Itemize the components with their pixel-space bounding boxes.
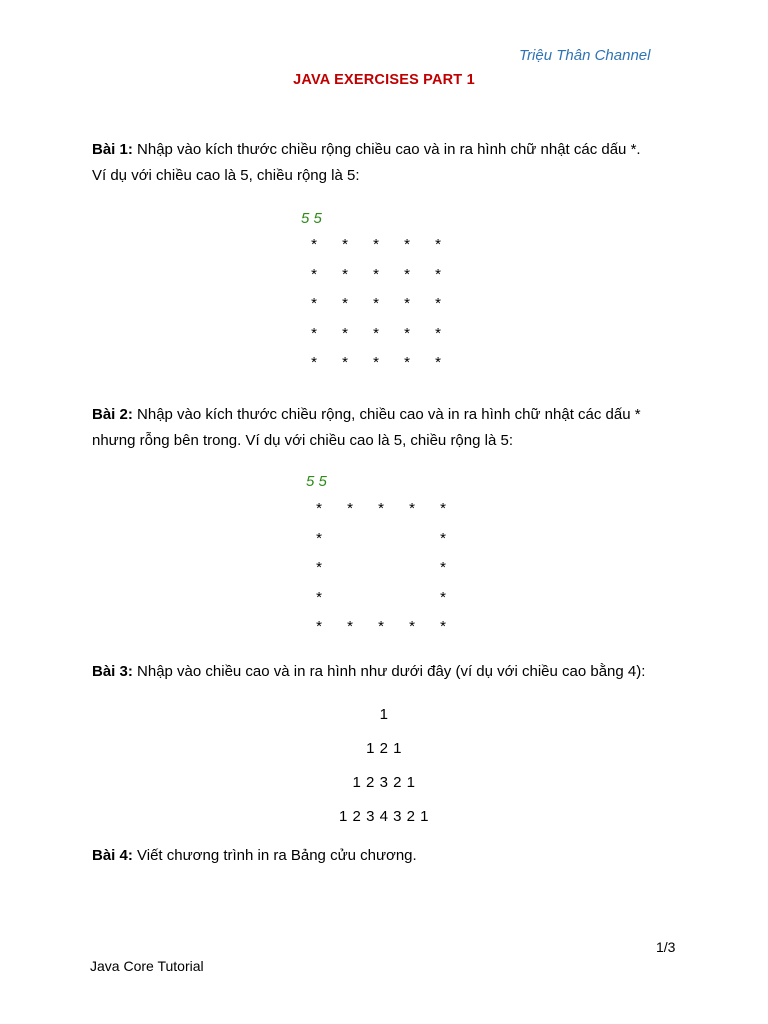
star-cell: * — [404, 265, 410, 283]
exercise-1-line1: Nhập vào kích thước chiều rộng chiều cao và in ra hình chữ nhật các dấu *. — [132, 141, 641, 158]
star-cell: * — [316, 500, 322, 517]
star-cell: * — [435, 354, 441, 371]
star-cell: * — [435, 265, 441, 283]
star-cell: * — [404, 236, 410, 253]
star-cell: * — [316, 618, 322, 635]
pyramid-row: 1 2 3 2 1 — [352, 774, 416, 791]
star-cell: * — [342, 295, 348, 312]
star-cell: * — [440, 529, 446, 547]
star-cell: * — [373, 324, 379, 342]
exercise-2-line2: nhưng rỗng bên trong. Ví dụ với chiều cao là 5, chiều rộng là 5: — [92, 432, 513, 449]
star-cell: * — [316, 529, 322, 547]
exercise-2-text — [92, 405, 641, 451]
exercise-1-star-grid — [308, 236, 458, 376]
page-title: JAVA EXERCISES PART 1 — [293, 72, 475, 88]
exercise-4-line1: Viết chương trình in ra Bảng cửu chương. — [132, 847, 417, 864]
exercise-1-label: Bài 1: — [92, 141, 133, 158]
exercise-3-line1: Nhập vào chiều cao và in ra hình như dưới đây (ví dụ với chiều cao bằng 4): — [132, 663, 646, 680]
exercise-3-text — [92, 662, 645, 682]
exercise-2-hollow-grid — [313, 500, 463, 640]
star-cell: * — [342, 265, 348, 283]
star-cell: * — [342, 236, 348, 253]
star-cell: * — [440, 588, 446, 606]
star-cell: * — [342, 324, 348, 342]
exercise-1-input: 5 5 — [301, 210, 322, 227]
exercise-2-line1: Nhập vào kích thước chiều rộng, chiều cao và in ra hình chữ nhật các dấu * — [132, 406, 641, 423]
star-cell: * — [311, 236, 317, 253]
star-cell: * — [404, 324, 410, 342]
footer-title: Java Core Tutorial — [90, 958, 204, 974]
star-cell: * — [440, 618, 446, 635]
star-cell: * — [347, 618, 353, 635]
exercise-2-label: Bài 2: — [92, 406, 133, 423]
pyramid-row: 1 2 3 4 3 2 1 — [339, 808, 429, 825]
exercise-2-input: 5 5 — [306, 473, 327, 490]
exercise-4-label: Bài 4: — [92, 847, 133, 864]
star-cell: * — [404, 295, 410, 312]
channel-name: Triệu Thân Channel — [519, 47, 651, 64]
star-cell: * — [404, 354, 410, 371]
star-cell: * — [373, 236, 379, 253]
pyramid-row: 1 — [379, 706, 389, 723]
star-cell: * — [316, 588, 322, 606]
star-cell: * — [311, 324, 317, 342]
star-cell: * — [373, 265, 379, 283]
pyramid-row: 1 2 1 — [366, 740, 402, 757]
star-cell: * — [316, 559, 322, 576]
exercise-3-label: Bài 3: — [92, 663, 133, 680]
exercise-1-text — [92, 140, 641, 186]
star-cell: * — [311, 265, 317, 283]
star-cell: * — [435, 324, 441, 342]
star-cell: * — [311, 354, 317, 371]
star-cell: * — [311, 295, 317, 312]
star-cell: * — [342, 354, 348, 371]
star-cell: * — [440, 559, 446, 576]
star-cell: * — [435, 236, 441, 253]
star-cell: * — [409, 618, 415, 635]
star-cell: * — [440, 500, 446, 517]
star-cell: * — [409, 500, 415, 517]
star-cell: * — [378, 618, 384, 635]
star-cell: * — [435, 295, 441, 312]
page-number: 1/3 — [656, 939, 676, 955]
star-cell: * — [373, 295, 379, 312]
star-cell: * — [378, 500, 384, 517]
exercise-4-text — [92, 846, 417, 866]
star-cell: * — [347, 500, 353, 517]
exercise-1-line2: Ví dụ với chiều cao là 5, chiều rộng là 5: — [92, 167, 360, 184]
star-cell: * — [373, 354, 379, 371]
